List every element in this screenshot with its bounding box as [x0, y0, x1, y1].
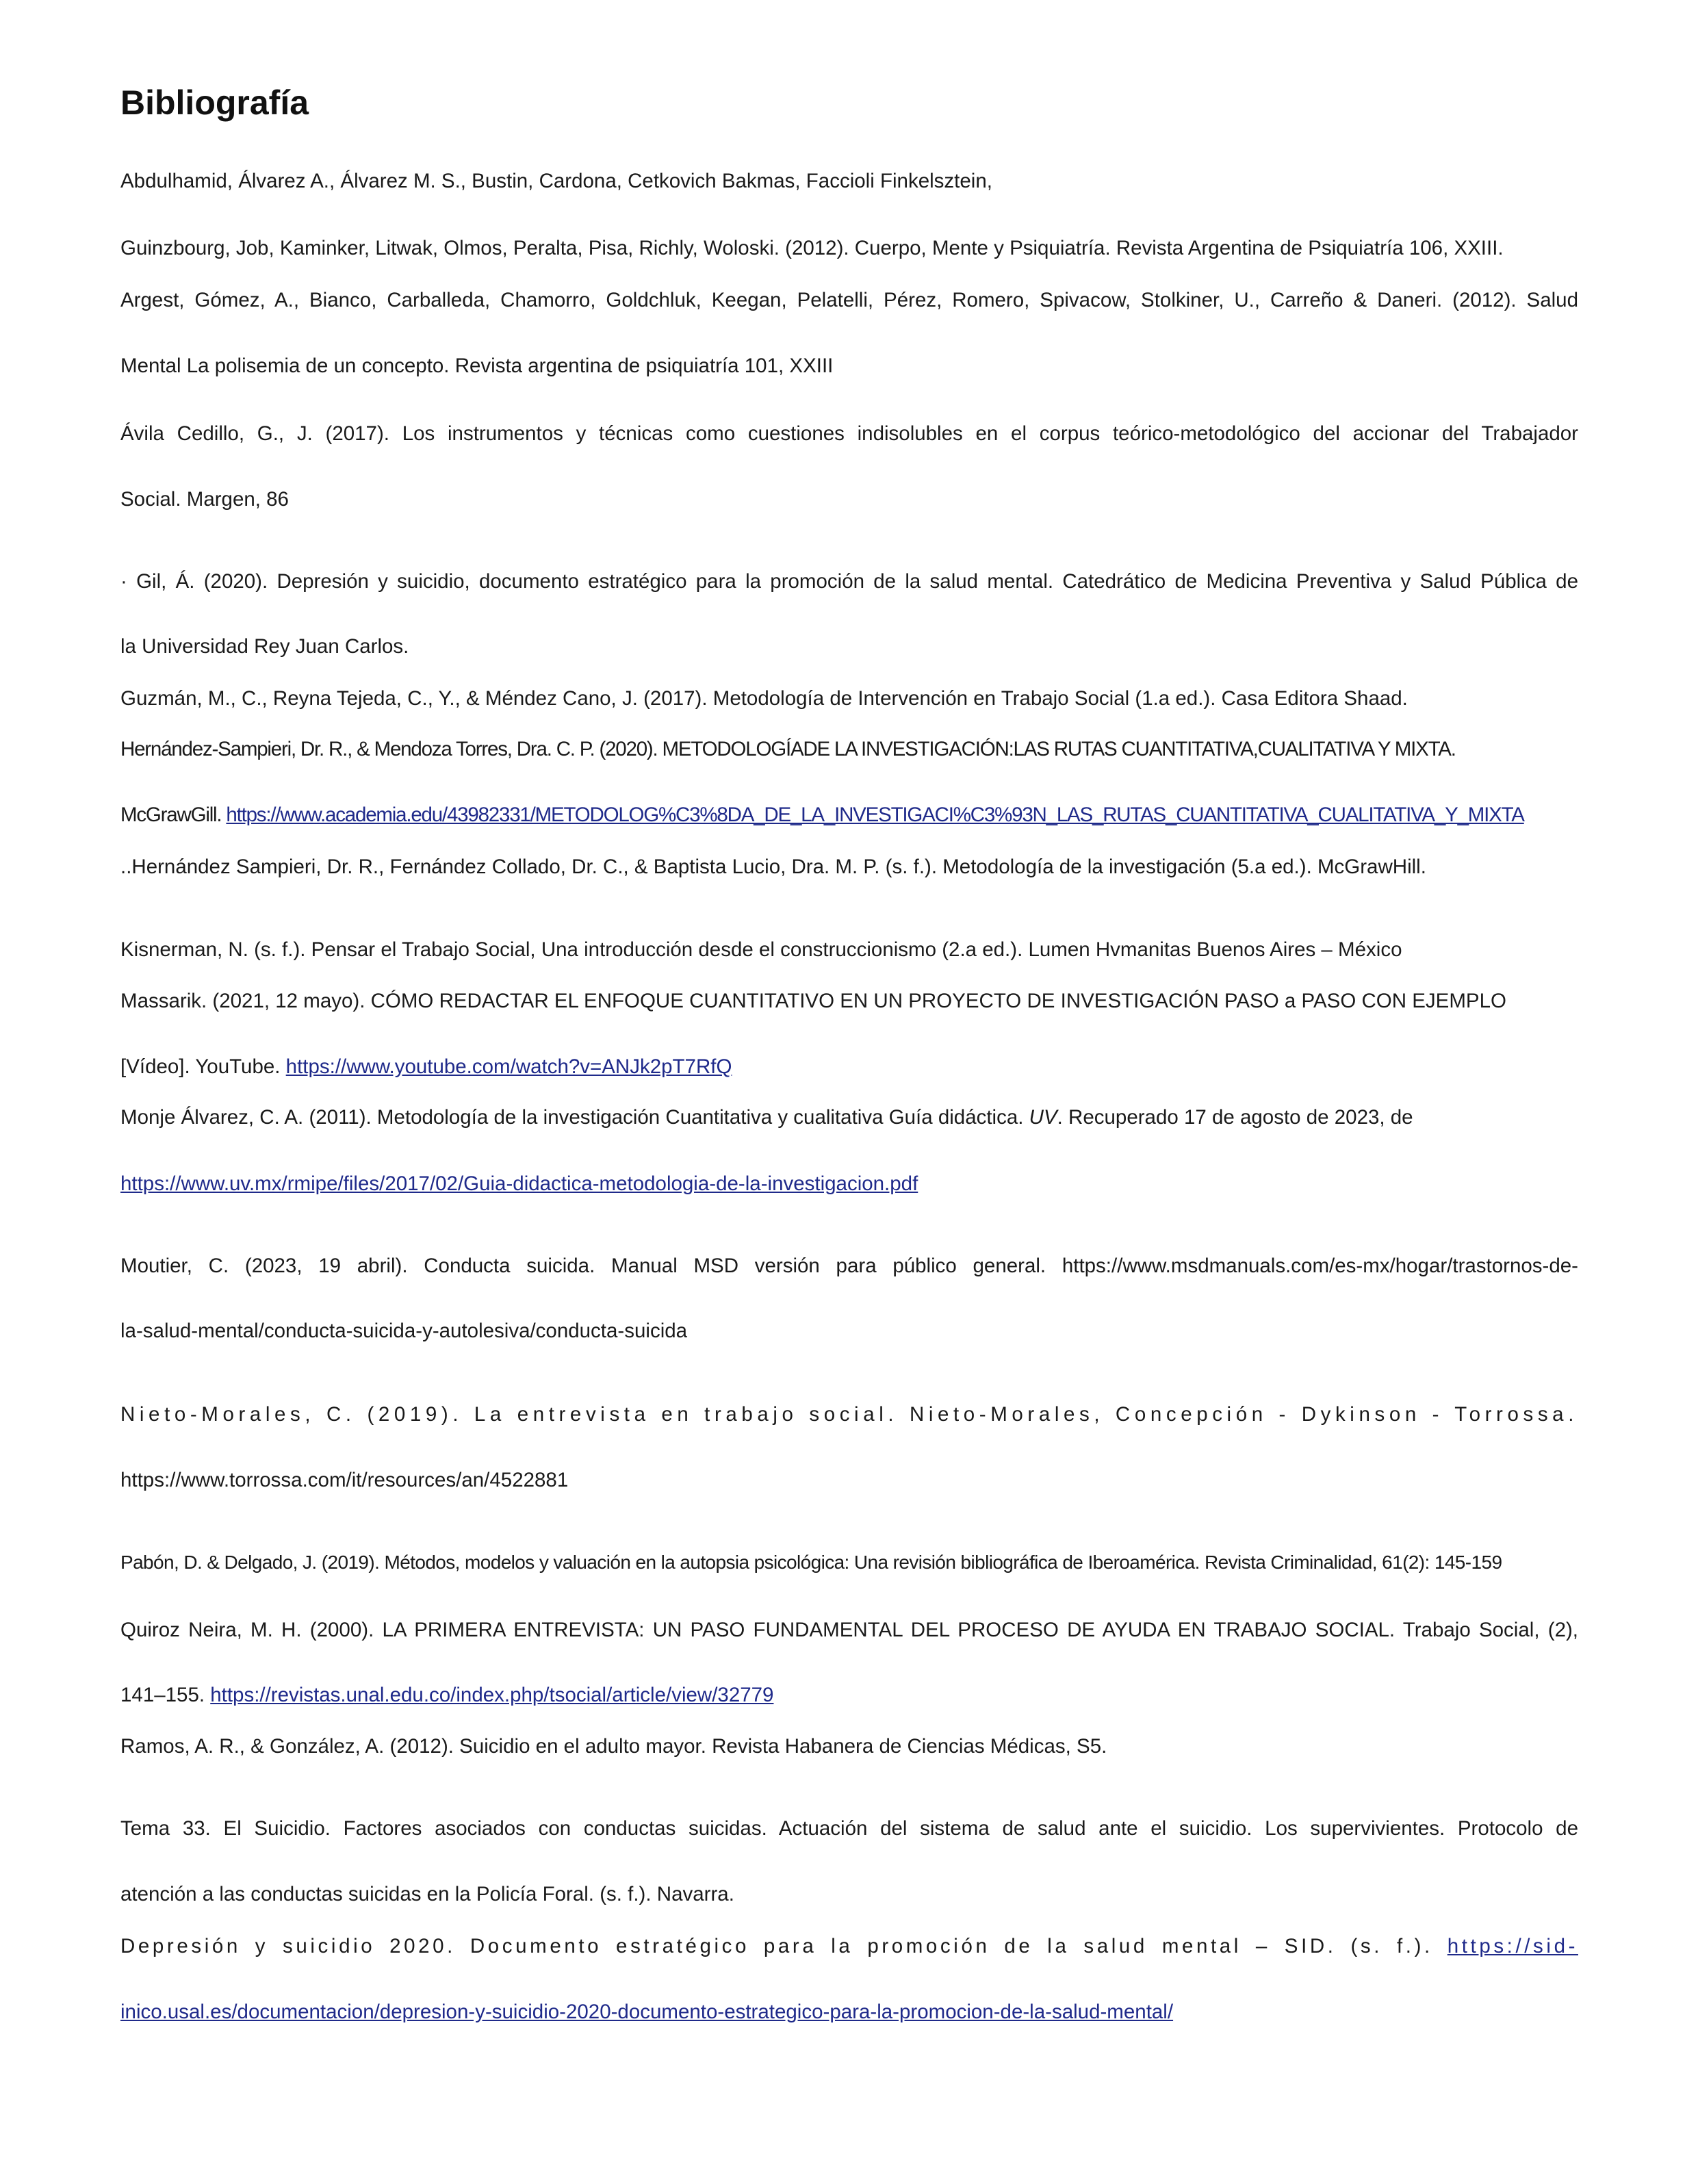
reference-line: Massarik. (2021, 12 mayo). CÓMO REDACTAR EL ENFOQUE CUANTITATIVO EN UN PROYECTO DE INVESTIGACIÓN PASO a PASO CON EJEMPLO	[120, 990, 1506, 1012]
reference-line: Guinzbourg, Job, Kaminker, Litwak, Olmos, Peralta, Pisa, Richly, Woloski. (2012). Cuerpo, Mente y Psiquiatría. Revista Argentina de Psiquiatría 106, XXIII.	[120, 237, 1504, 259]
reference-line: la-salud-mental/conducta-suicida-y-autolesiva/conducta-suicida	[120, 1320, 688, 1342]
reference-emphasis: UV	[1029, 1106, 1057, 1129]
reference-line: Moutier, C. (2023, 19 abril). Conducta suicida. Manual MSD versión para público general. https://www.msdmanuals.com/es-mx/hogar/trastornos-de-	[120, 1255, 1578, 1277]
reference-line: la Universidad Rey Juan Carlos.	[120, 635, 409, 658]
reference-line: Argest, Gómez, A., Bianco, Carballeda, Chamorro, Goldchluk, Keegan, Pelatelli, Pérez, Romero, Spivacow, Stolkiner, U., Carreño & Daneri. (2012). Salud	[120, 289, 1578, 311]
reference-line: https://www.torrossa.com/it/resources/an/4522881	[120, 1469, 569, 1491]
reference-line: Mental La polisemia de un concepto. Revista argentina de psiquiatría 101, XXIII	[120, 355, 834, 377]
page-title: Bibliografía	[120, 83, 309, 122]
reference-line	[120, 1682, 773, 1709]
reference-line	[120, 1053, 732, 1081]
reference-line: Abdulhamid, Álvarez A., Álvarez M. S., Bustin, Cardona, Cetkovich Bakmas, Faccioli Finkelsztein,	[120, 170, 992, 192]
reference-text: Monje Álvarez, C. A. (2011). Metodología de la investigación Cuantitativa y cualitativa Guía didáctica.	[120, 1106, 1029, 1129]
reference-text: Depresión y suicidio 2020. Documento estratégico para la promoción de la salud mental – SID. (s. f.).	[120, 1935, 1448, 1957]
reference-line: Social. Margen, 86	[120, 488, 289, 511]
reference-line: Quiroz Neira, M. H. (2000). LA PRIMERA ENTREVISTA: UN PASO FUNDAMENTAL DEL PROCESO DE AYUDA EN TRABAJO SOCIAL. Trabajo Social, (2),	[120, 1619, 1578, 1641]
reference-line: atención a las conductas suicidas en la Policía Foral. (s. f.). Navarra.	[120, 1883, 734, 1905]
reference-link[interactable]: https://sid-	[1447, 1935, 1578, 1957]
reference-line: Hernández-Sampieri, Dr. R., & Mendoza Torres, Dra. C. P. (2020). METODOLOGÍADE LA INVESTIGACIÓN:LAS RUTAS CUANTITATIVA,CUALITATIVA Y MIXTA.	[120, 738, 1456, 760]
reference-line: Tema 33. El Suicidio. Factores asociados con conductas suicidas. Actuación del sistema de salud ante el suicidio. Los supervivientes. Protocolo de	[120, 1817, 1578, 1840]
reference-line	[120, 1999, 1173, 2026]
reference-line	[120, 1104, 1413, 1131]
reference-line: Ramos, A. R., & González, A. (2012). Suicidio en el adulto mayor. Revista Habanera de Ciencias Médicas, S5.	[120, 1735, 1107, 1758]
reference-text: [Vídeo]. YouTube.	[120, 1055, 286, 1078]
reference-line	[120, 1933, 1578, 1960]
reference-line: Nieto-Morales, C. (2019). La entrevista en trabajo social. Nieto-Morales, Concepción - Dykinson - Torrossa.	[120, 1403, 1578, 1426]
reference-line: · Gil, Á. (2020). Depresión y suicidio, documento estratégico para la promoción de la salud mental. Catedrático de Medicina Preventiva y Salud Pública de	[120, 570, 1578, 593]
reference-text: 141–155.	[120, 1684, 211, 1706]
reference-line: Pabón, D. & Delgado, J. (2019). Métodos, modelos y valuación en la autopsia psicológica: Una revisión bibliográfica de Iberoamérica. Revista Criminalidad, 61(2): 145-159	[120, 1552, 1502, 1573]
reference-link[interactable]: https://www.academia.edu/43982331/METODOLOG%C3%8DA_DE_LA_INVESTIGACI%C3%93N_LAS_RUTAS_CUANTITATIVA_CUALITATIVA_Y_MIXTA	[226, 804, 1524, 826]
reference-link[interactable]: https://revistas.unal.edu.co/index.php/tsocial/article/view/32779	[210, 1684, 774, 1706]
reference-line	[120, 1170, 918, 1198]
reference-text: McGrawGill.	[120, 804, 227, 826]
reference-line: ..Hernández Sampieri, Dr. R., Fernández Collado, Dr. C., & Baptista Lucio, Dra. M. P. (s. f.). Metodología de la investigación (5.a ed.). McGrawHill.	[120, 856, 1426, 878]
reference-link[interactable]: inico.usal.es/documentacion/depresion-y-suicidio-2020-documento-estrategico-para-la-promocion-de-la-salud-mental/	[120, 2001, 1174, 2023]
reference-link[interactable]: https://www.youtube.com/watch?v=ANJk2pT7RfQ	[285, 1055, 732, 1078]
reference-line	[120, 801, 1524, 829]
reference-text: . Recuperado 17 de agosto de 2023, de	[1057, 1106, 1413, 1129]
reference-line: Kisnerman, N. (s. f.). Pensar el Trabajo Social, Una introducción desde el construccionismo (2.a ed.). Lumen Hvmanitas Buenos Aires – México	[120, 938, 1402, 961]
reference-line: Guzmán, M., C., Reyna Tejeda, C., Y., & Méndez Cano, J. (2017). Metodología de Intervención en Trabajo Social (1.a ed.). Casa Editora Shaad.	[120, 687, 1408, 710]
reference-link[interactable]: https://www.uv.mx/rmipe/files/2017/02/Guia-didactica-metodologia-de-la-investigacion.pdf	[120, 1172, 918, 1195]
reference-line: Ávila Cedillo, G., J. (2017). Los instrumentos y técnicas como cuestiones indisolubles en el corpus teórico-metodológico del accionar del Trabajador	[120, 422, 1578, 445]
